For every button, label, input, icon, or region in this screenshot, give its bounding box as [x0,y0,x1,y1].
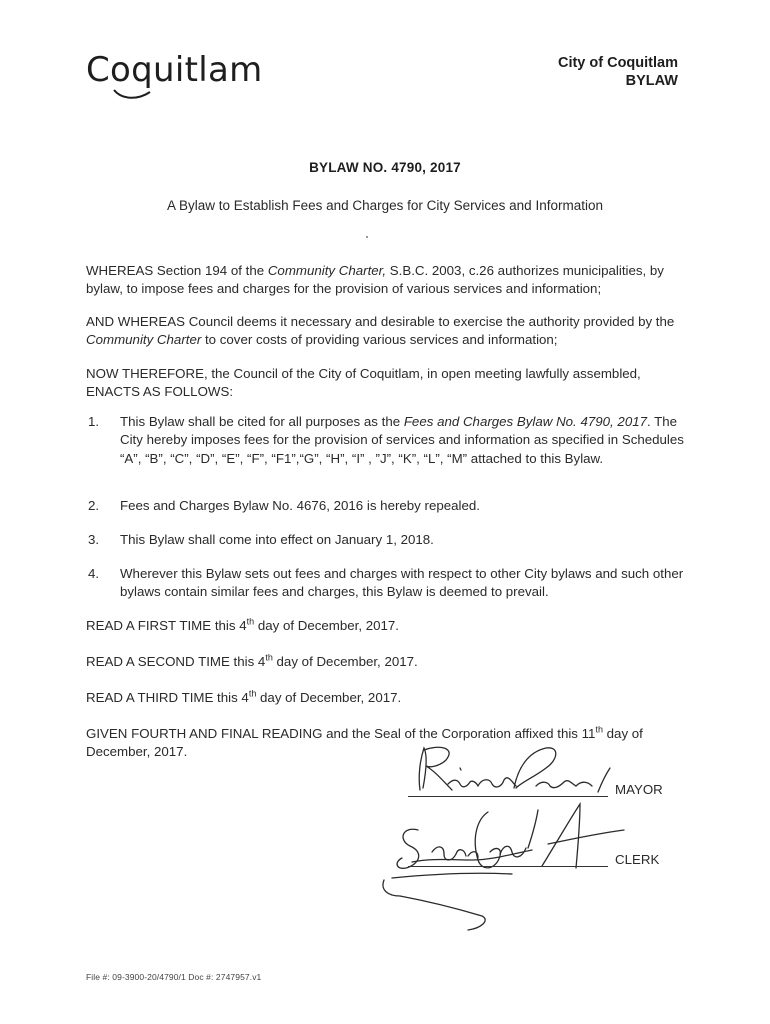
clerk-signature-line [408,866,608,867]
second-reading: READ A SECOND TIME this 4th day of December, 2017. [86,652,418,669]
section-number: 4. [88,566,100,581]
section-number: 3. [88,532,100,547]
mayor-label: MAYOR [615,782,663,797]
section-text: Fees and Charges Bylaw No. 4676, 2016 is hereby repealed. [120,498,480,513]
section-4 [86,565,688,602]
document-type-label: BYLAW [625,73,678,89]
city-label: City of Coquitlam [557,55,678,71]
mayor-signature-line [408,796,608,797]
whereas-clause-1: WHEREAS Section 194 of the Community Charter, S.B.C. 2003, c.26 authorizes municipalities, by bylaw, to impose fees and charges for the provision of various services and information; [86,263,664,297]
scan-speck [366,236,368,238]
coquitlam-logo: Coquitlam [86,50,263,90]
mayor-signature-icon [396,738,626,804]
logo-swoosh-icon [112,86,152,102]
section-number: 1. [88,414,100,429]
clerk-label: CLERK [615,852,660,867]
document-header-right [558,54,678,90]
clerk-signature-icon [372,800,652,936]
third-reading: READ A THIRD TIME this 4th day of December, 2017. [86,688,402,705]
enacting-clause: NOW THEREFORE, the Council of the City of Coquitlam, in open meeting lawfully assembled, ENACTS AS FOLLOWS: [86,366,641,400]
section-number: 2. [88,498,100,513]
file-reference: File #: 09-3900-20/4790/1 Doc #: 2747957.v1 [86,972,262,982]
bylaw-subtitle: A Bylaw to Establish Fees and Charges for City Services and Information [167,198,603,213]
section-2 [86,497,688,515]
section-3 [86,531,688,549]
first-reading: READ A FIRST TIME this 4th day of December, 2017. [86,616,400,633]
final-reading: GIVEN FOURTH AND FINAL READING and the Seal of the Corporation affixed this 11th day of December, 2017. [86,724,643,760]
section-text: This Bylaw shall be cited for all purposes as the Fees and Charges Bylaw No. 4790, 2017. The City hereby imposes fees for the provision of services and information as specified in Schedules “A”, “B”, “C”, “D”, “E”, “F”, “F1”,“G”, “H”, “I” , ”J”, “K”, “L”, “M” attached to this Bylaw. [120,414,684,466]
section-1 [86,413,688,468]
section-text: Wherever this Bylaw sets out fees and charges with respect to other City bylaws and such other bylaws contain similar fees and charges, this Bylaw is deemed to prevail. [120,566,684,600]
whereas-clause-2: AND WHEREAS Council deems it necessary and desirable to exercise the authority provided by the Community Charter to cover costs of providing various services and information; [86,314,675,348]
section-text: This Bylaw shall come into effect on January 1, 2018. [120,532,434,547]
bylaw-number-heading: BYLAW NO. 4790, 2017 [309,160,461,175]
